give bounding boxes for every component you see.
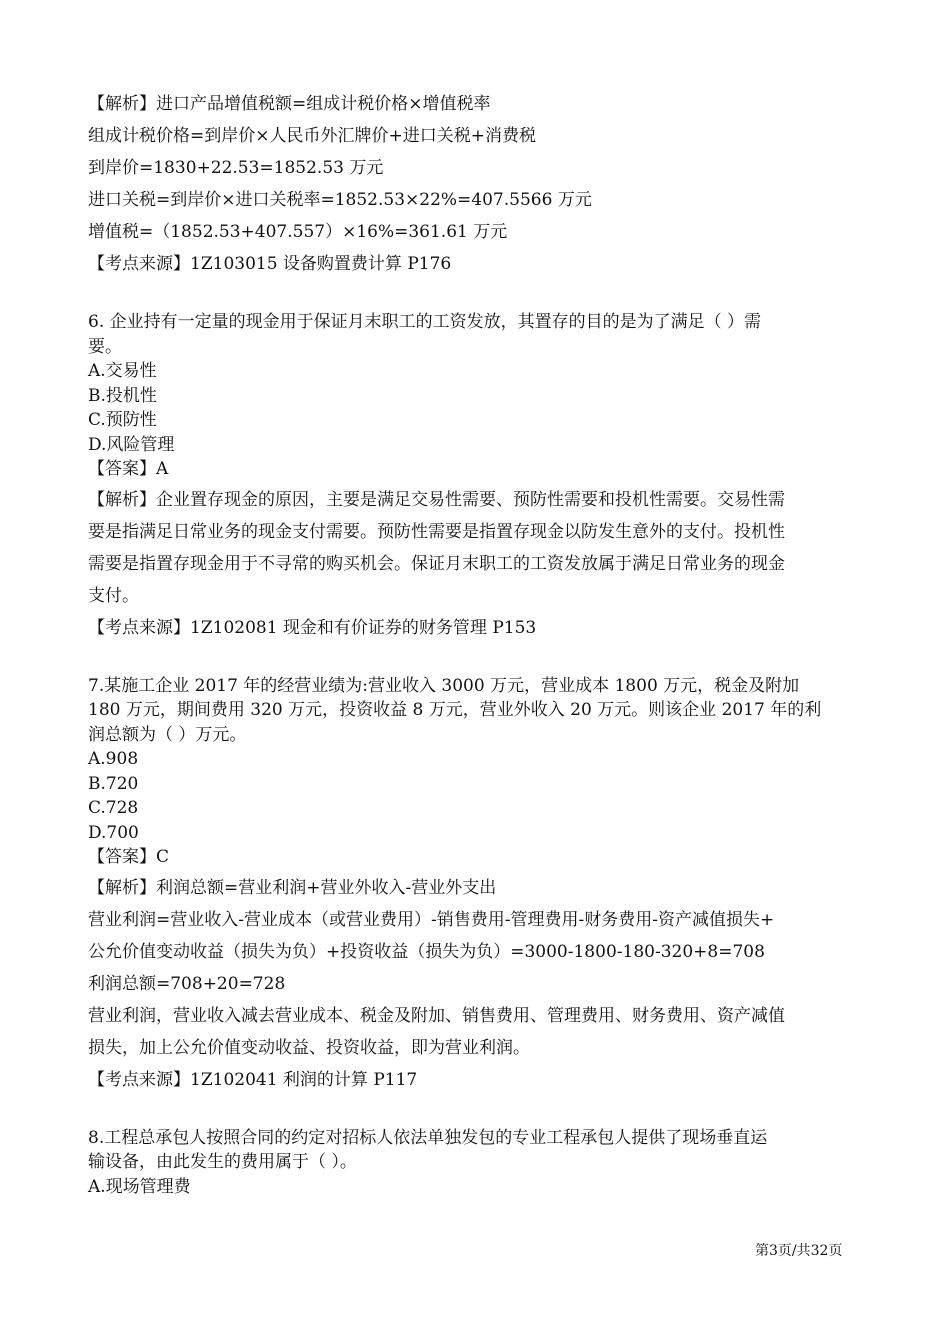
option-b: B.投机性 bbox=[88, 385, 157, 406]
analysis-line: 组成计税价格=到岸价×人民币外汇牌价+进口关税+消费税 bbox=[88, 126, 536, 146]
option-a: A.交易性 bbox=[88, 361, 157, 381]
question-stem: 6. 企业持有一定量的现金用于保证月末职工的工资发放，其置存的目的是为了满足（ ）需 bbox=[88, 312, 762, 332]
source-line: 【考点来源】1Z103015 设备购置费计算 P176 bbox=[88, 254, 452, 274]
source-line: 【考点来源】1Z102081 现金和有价证券的财务管理 P153 bbox=[88, 617, 537, 638]
source-line: 【考点来源】1Z102041 利润的计算 P117 bbox=[88, 1069, 418, 1090]
option-d: D.风险管理 bbox=[88, 434, 175, 455]
question-stem: 要。 bbox=[88, 336, 122, 357]
question-stem: 180 万元，期间费用 320 万元，投资收益 8 万元，营业外收入 20 万元。则该企业 2017 年的利 bbox=[88, 700, 822, 720]
analysis-line: 要是指满足日常业务的现金支付需要。预防性需要是指置存现金以防发生意外的支付。投机性 bbox=[88, 521, 785, 542]
prev-analysis-block bbox=[88, 88, 868, 280]
question-stem: 7.某施工企业 2017 年的经营业绩为:营业收入 3000 万元，营业成本 1800 万元，税金及附加 bbox=[88, 675, 800, 696]
question-stem: 输设备，由此发生的费用属于（ ）。 bbox=[88, 1152, 357, 1172]
question-stem: 润总额为（ ）万元。 bbox=[88, 724, 247, 745]
answer-line: 【答案】A bbox=[88, 459, 169, 479]
analysis-line: 【解析】企业置存现金的原因，主要是满足交易性需要、预防性需要和投机性需要。交易性需 bbox=[88, 489, 785, 510]
analysis-line: 【解析】进口产品增值税额=组成计税价格×增值税率 bbox=[88, 94, 491, 114]
option-b: B.720 bbox=[88, 773, 139, 794]
answer-line: 【答案】C bbox=[88, 847, 170, 867]
question-6 bbox=[88, 310, 868, 644]
analysis-line: 进口关税=到岸价×进口关税率=1852.53×22%=407.5566 万元 bbox=[88, 190, 592, 210]
analysis-line: 利润总额=708+20=728 bbox=[88, 973, 286, 994]
question-stem: 8.工程总承包人按照合同的约定对招标人依法单独发包的专业工程承包人提供了现场垂直运 bbox=[88, 1127, 768, 1148]
option-d: D.700 bbox=[88, 822, 139, 843]
page-number: 第3页/共32页 bbox=[755, 1243, 843, 1259]
analysis-line: 损失，加上公允价值变动收益、投资收益，即为营业利润。 bbox=[88, 1037, 530, 1058]
option-a: A.现场管理费 bbox=[88, 1176, 191, 1197]
question-7 bbox=[88, 674, 868, 1096]
analysis-line: 营业利润=营业收入-营业成本（或营业费用）-销售费用-管理费用-财务费用-资产减值损失+ bbox=[88, 909, 775, 930]
analysis-line: 需要是指置存现金用于不寻常的购买机会。保证月末职工的工资发放属于满足日常业务的现金 bbox=[88, 553, 785, 574]
analysis-line: 营业利润，营业收入减去营业成本、税金及附加、销售费用、管理费用、财务费用、资产减值 bbox=[88, 1005, 785, 1026]
option-c: C.728 bbox=[88, 798, 139, 818]
option-c: C.预防性 bbox=[88, 410, 157, 430]
analysis-line: 增值税=（1852.53+407.557）×16%=361.61 万元 bbox=[88, 222, 508, 242]
analysis-line: 【解析】利润总额=营业利润+营业外收入-营业外支出 bbox=[88, 877, 497, 898]
document-page bbox=[88, 88, 868, 1199]
analysis-line: 公允价值变动收益（损失为负）+投资收益（损失为负）=3000-1800-180-320+8=708 bbox=[88, 941, 765, 962]
analysis-line: 支付。 bbox=[88, 585, 139, 606]
question-8 bbox=[88, 1126, 868, 1200]
analysis-line: 到岸价=1830+22.53=1852.53 万元 bbox=[88, 158, 384, 178]
option-a: A.908 bbox=[88, 749, 139, 769]
